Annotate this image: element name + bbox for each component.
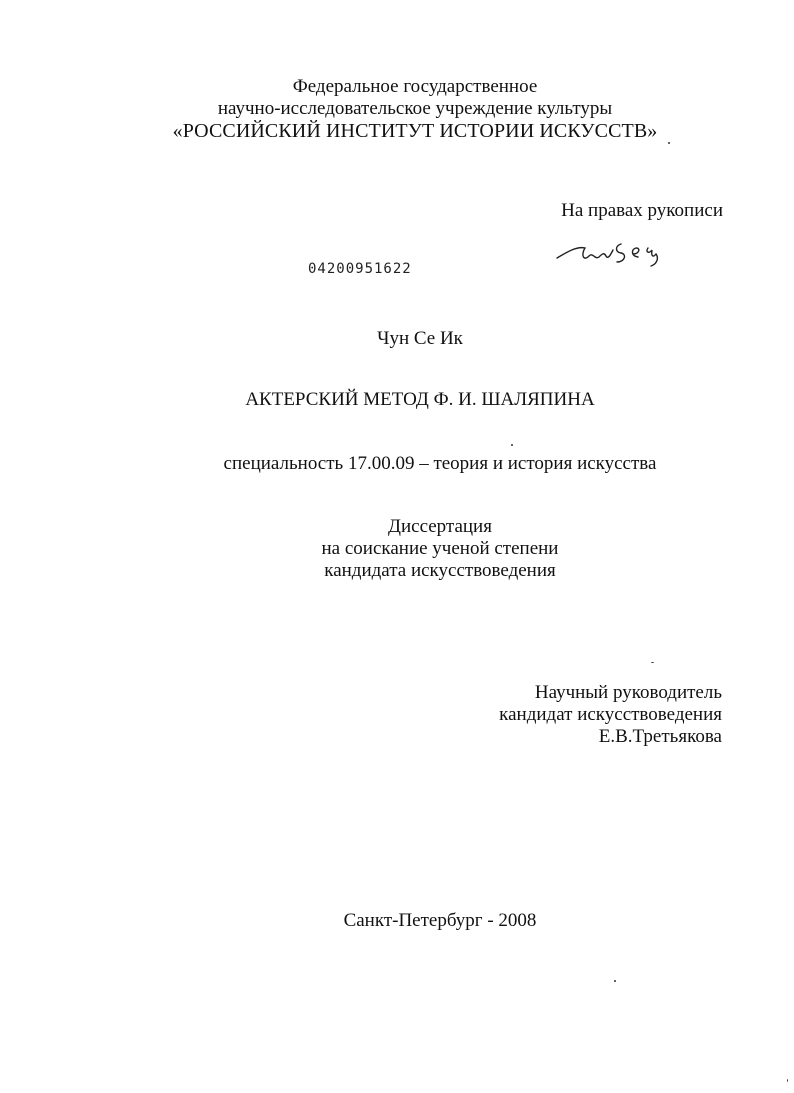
institution-name: «РОССИЙСКИЙ ИНСТИТУТ ИСТОРИИ ИСКУССТВ» xyxy=(172,120,658,142)
degree-statement xyxy=(240,516,640,582)
dissertation-title: АКТЕРСКИЙ МЕТОД Ф. И. ШАЛЯПИНА xyxy=(245,389,595,410)
rights-note: На правах рукописи xyxy=(561,200,723,221)
scan-speck xyxy=(614,980,616,982)
scan-speck xyxy=(511,444,513,446)
scan-speck xyxy=(668,142,670,144)
degree-line-1: Диссертация xyxy=(388,516,492,537)
degree-line-2: на соискание ученой степени xyxy=(321,538,559,559)
header-line-1: Федеральное государственное xyxy=(292,76,538,97)
supervisor-role: Научный руководитель xyxy=(534,682,722,703)
supervisor-degree: кандидат искусствоведения xyxy=(499,704,722,725)
scan-speck xyxy=(787,1079,788,1082)
author-name: Чун Се Ик xyxy=(377,328,463,349)
supervisor-block xyxy=(420,682,722,748)
city-year: Санкт-Петербург - 2008 xyxy=(343,910,537,931)
degree-line-3: кандидата искусствоведения xyxy=(324,560,556,581)
header-line-2: научно-исследовательское учреждение культуры xyxy=(217,98,613,119)
specialty-line: специальность 17.00.09 – теория и история искусства xyxy=(223,453,657,474)
scan-speck xyxy=(651,662,654,663)
catalog-number: 04200951622 xyxy=(308,261,412,277)
institution-header xyxy=(150,76,680,142)
supervisor-name: Е.В.Третьякова xyxy=(598,726,722,747)
signature-icon xyxy=(553,232,668,272)
